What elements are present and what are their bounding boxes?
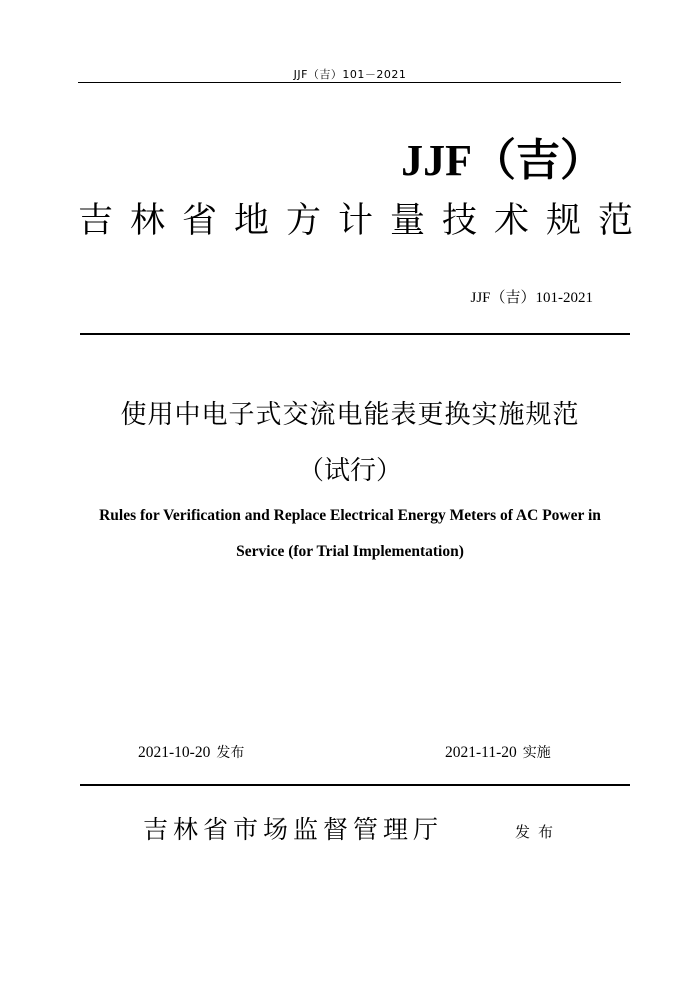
bottom-rule	[80, 784, 630, 786]
title-chinese-trial: （试行）	[297, 456, 402, 486]
implement-date	[445, 742, 551, 762]
issue-label: 发布	[216, 745, 245, 761]
implement-date-value: 2021-11-20	[445, 744, 517, 761]
publish-label: 发布	[515, 823, 562, 841]
jjf-mark: JJF（吉）	[401, 136, 604, 185]
top-rule	[80, 333, 630, 335]
title-chinese: 使用中电子式交流电能表更换实施规范	[120, 400, 580, 430]
issue-date-value: 2021-10-20	[138, 744, 211, 761]
document-code: JJF（吉）101-2021	[470, 290, 593, 306]
running-header-code: JJF（吉）101－2021	[293, 68, 407, 81]
title-english-line2: Service (for Trial Implementation)	[236, 543, 464, 560]
issue-date	[138, 742, 244, 762]
issuing-authority: 吉林省市场监督管理厅	[143, 815, 444, 844]
header-rule	[78, 82, 621, 83]
implement-label: 实施	[522, 745, 551, 761]
series-title: 吉林省地方计量技术规范	[78, 201, 651, 241]
title-english-line1: Rules for Verification and Replace Electrical Energy Meters of AC Power in	[99, 507, 601, 524]
